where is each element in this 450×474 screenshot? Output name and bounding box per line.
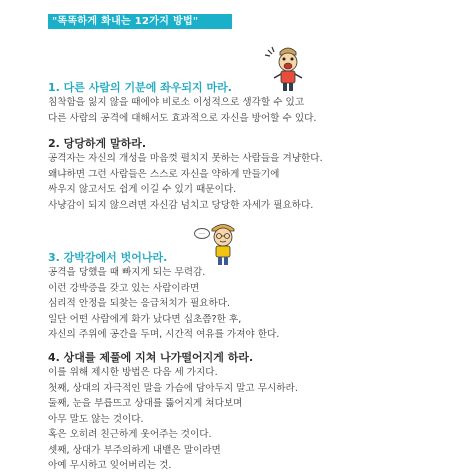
section-heading: 3. 강박감에서 벗어나라. — [48, 251, 168, 264]
section-line: 일단 어떤 사람에게 화가 났다면 십초쯤?한 후, — [48, 313, 242, 325]
title-banner: "똑똑하게 화내는 12가지 방법" — [48, 14, 232, 29]
section-line: 자신의 주위에 공간을 두며, 시간적 여유를 가져야 한다. — [48, 329, 280, 340]
section-line: 다른 사람의 공격에 대해서도 효과적으로 자신을 방어할 수 있다. — [48, 112, 317, 124]
section-heading: 2. 당당하게 말하라. — [48, 137, 147, 150]
section-line: 이를 위해 제시한 방법은 다음 세 가지다. — [48, 367, 218, 378]
section-line: 공격자는 자신의 개성을 마음껏 펼치지 못하는 사람들을 겨냥한다. — [48, 153, 323, 164]
section-line: 셋째, 상대가 부주의하게 내뱉은 말이라면 — [48, 444, 221, 456]
section-heading: 1. 다른 사람의 기분에 좌우되지 마라. — [48, 81, 232, 94]
section-line: 왜냐하면 그런 사람들은 스스로 자신을 약하게 만들기에 — [48, 168, 280, 180]
section-1 — [48, 80, 448, 126]
section-line: 사냥감이 되지 않으려면 자신감 넘치고 당당한 자세가 필요하다. — [48, 199, 314, 211]
section-line: 싸우지 않고서도 쉽게 이길 수 있기 때문이다. — [48, 184, 237, 195]
section-line: 이런 강박증을 갖고 있는 사람이라면 — [48, 282, 200, 294]
section-line: 둘째, 눈을 부릅뜨고 상대를 뚫어지게 쳐다보며 — [48, 398, 243, 409]
section-3 — [48, 250, 448, 343]
section-line: 침착함을 잃지 않을 때에야 비로소 이성적으로 생각할 수 있고 — [48, 97, 305, 108]
section-line: 혹은 오히려 친근하게 웃어주는 것이다. — [48, 429, 212, 440]
section-line: 심리적 안정을 되찾는 응급처치가 필요하다. — [48, 298, 231, 309]
section-line: 첫째, 상대의 자극적인 말을 가슴에 담아두지 말고 무시하라. — [48, 382, 298, 394]
section-line: 아예 무시하고 잊어버리는 것. — [48, 460, 172, 471]
section-2 — [48, 136, 448, 213]
section-line: 아무 말도 않는 것이다. — [48, 413, 144, 425]
thought-bubble-icon: … — [194, 228, 210, 239]
section-4 — [48, 350, 448, 474]
section-heading: 4. 상대를 제풀에 지쳐 나가떨어지게 하라. — [48, 351, 254, 364]
section-line: 공격을 당했을 때 빠지게 되는 무력감. — [48, 267, 206, 278]
